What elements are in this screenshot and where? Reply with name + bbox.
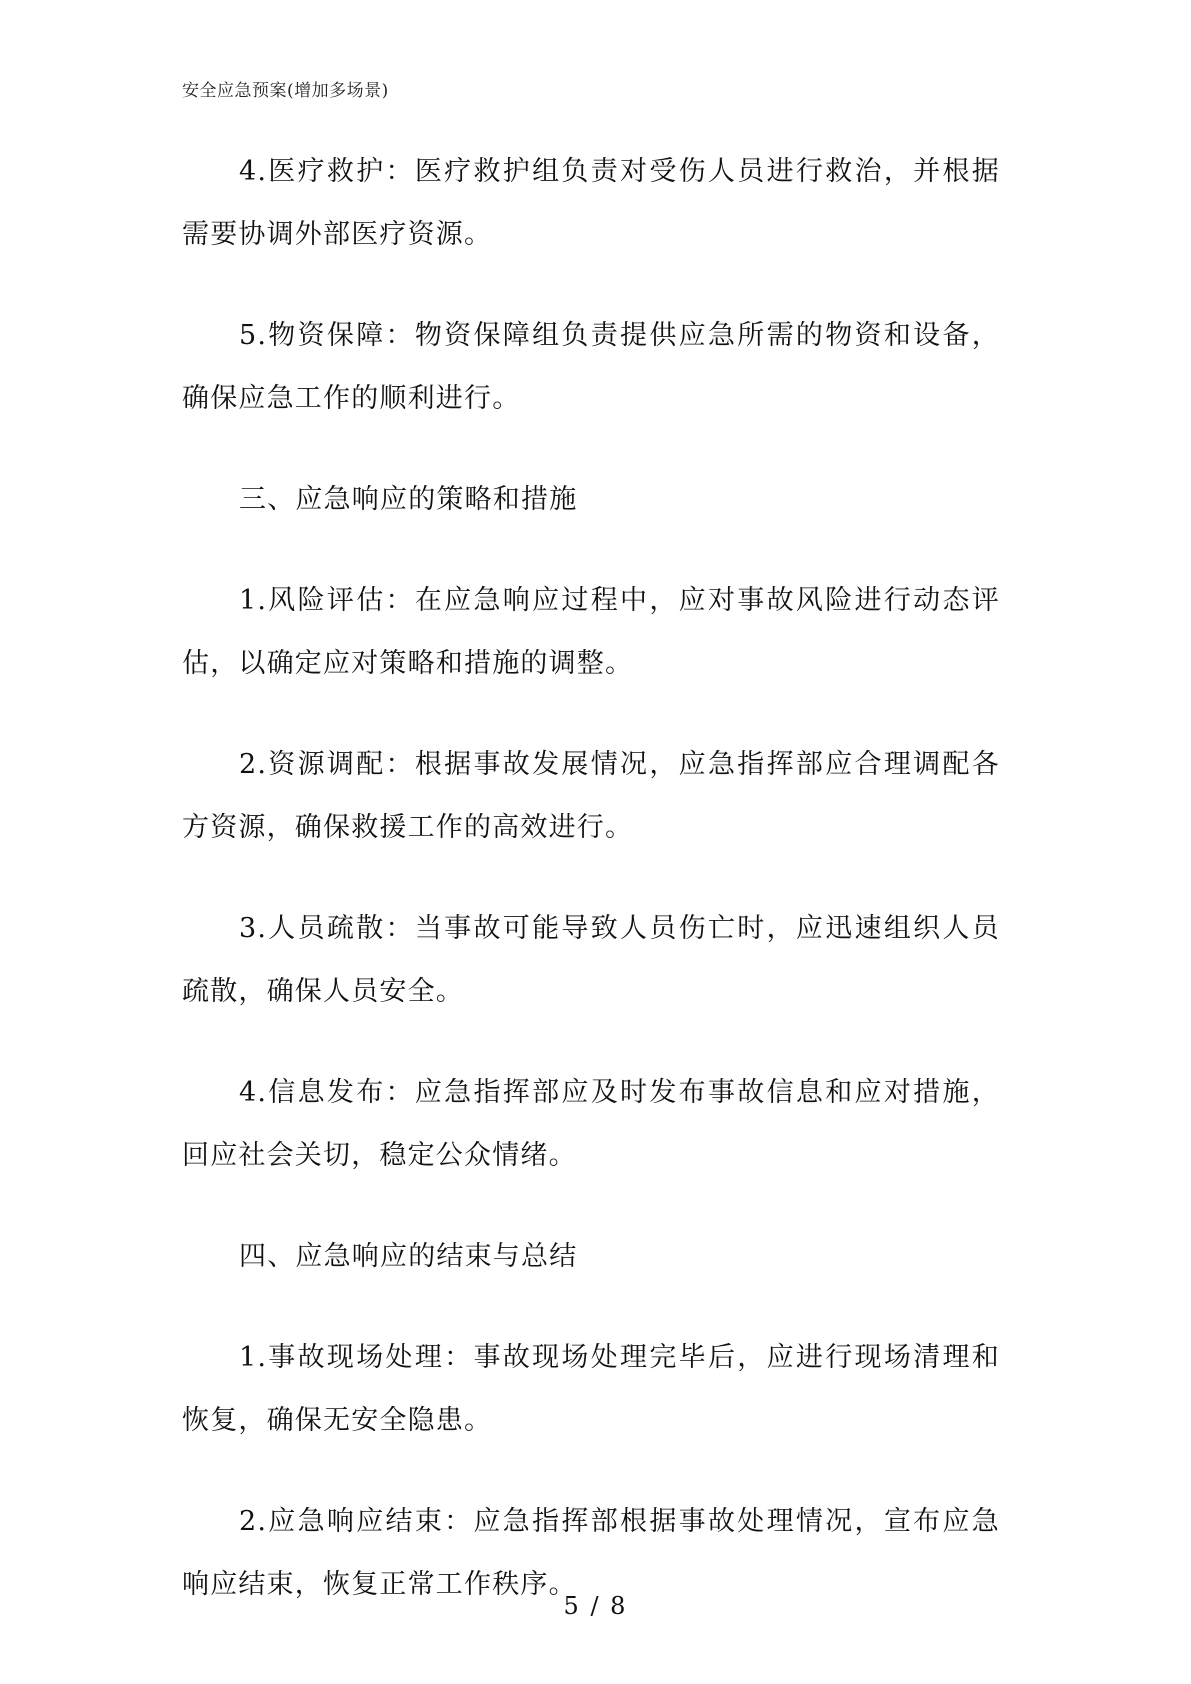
paragraph-risk-assessment: 1.风险评估：在应急响应过程中，应对事故风险进行动态评估，以确定应对策略和措施的调整。: [182, 585, 1000, 679]
page-number: 5 / 8: [563, 1592, 628, 1620]
paragraph-information-release: 4.信息发布：应急指挥部应及时发布事故信息和应对措施，回应社会关切，稳定公众情绪。: [182, 1077, 1000, 1171]
section-heading-strategies: 三、应急响应的策略和措施: [239, 484, 578, 515]
paragraph-material-support: 5.物资保障：物资保障组负责提供应急所需的物资和设备，确保应急工作的顺利进行。: [182, 320, 1000, 414]
section-heading-conclusion: 四、应急响应的结束与总结: [239, 1241, 578, 1272]
paragraph-resource-allocation: 2.资源调配：根据事故发展情况，应急指挥部应合理调配各方资源，确保救援工作的高效进行。: [182, 749, 1000, 843]
body-text: [182, 140, 1000, 1654]
paragraph-evacuation: 3.人员疏散：当事故可能导致人员伤亡时，应迅速组织人员疏散，确保人员安全。: [182, 913, 1000, 1007]
running-header: 安全应急预案(增加多场景): [182, 81, 389, 101]
paragraph-site-handling: 1.事故现场处理：事故现场处理完毕后，应进行现场清理和恢复，确保无安全隐患。: [182, 1342, 1000, 1436]
paragraph-medical-rescue: 4.医疗救护：医疗救护组负责对受伤人员进行救治，并根据需要协调外部医疗资源。: [182, 156, 1000, 250]
paragraph-response-end: 2.应急响应结束：应急指挥部根据事故处理情况，宣布应急响应结束，恢复正常工作秩序。: [182, 1506, 1000, 1600]
